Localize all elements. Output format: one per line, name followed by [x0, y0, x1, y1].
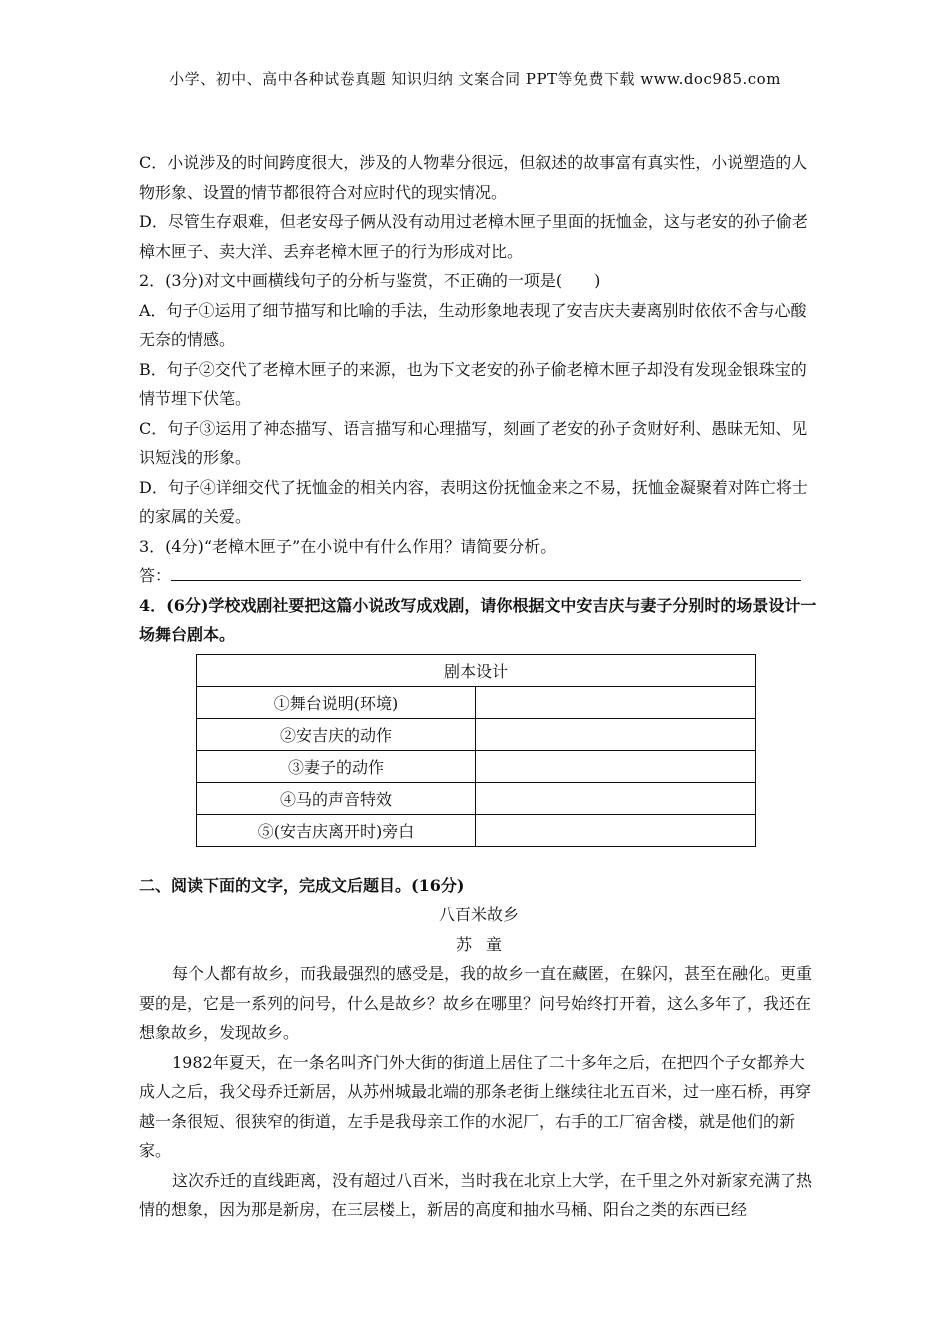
answer-cell[interactable]: [476, 814, 756, 846]
q3-stem: 3．(4分)“老樟木匣子”在小说中有什么作用？请简要分析。: [139, 536, 557, 556]
answer-cell[interactable]: [476, 686, 756, 718]
q2-stem: 2．(3分)对文中画横线句子的分析与鉴赏，不正确的一项是( ): [139, 271, 601, 290]
row-label: ④马的声音特效: [197, 782, 476, 814]
row-label: ②安吉庆的动作: [197, 718, 476, 750]
table-row: [197, 750, 756, 782]
answer-cell[interactable]: [476, 750, 756, 782]
q4-stem: 4．(6分)学校戏剧社要把这篇小说改写成戏剧，请你根据文中安吉庆与妻子分别时的场景设计一场舞台剧本。: [139, 595, 817, 644]
answer-cell[interactable]: [476, 718, 756, 750]
article-paragraph: 这次乔迁的直线距离，没有超过八百米，当时我在北京上大学，在千里之外对新家充满了热情的想象，因为那是新房，在三层楼上，新居的高度和抽水马桶、阳台之类的东西已经: [139, 1170, 813, 1219]
row-label: ①舞台说明(环境): [197, 686, 476, 718]
document-body: [139, 148, 819, 1225]
table-row: [197, 782, 756, 814]
q3-answer-row: [139, 561, 819, 591]
page-header: 小学、初中、高中各种试卷真题 知识归纳 文案合同 PPT等免费下载 www.doc985.com: [169, 70, 781, 88]
article-paragraph: 1982年夏天，在一条名叫齐门外大街的街道上居住了二十多年之后，在把四个子女都养大成人之后，我父母乔迁新居，从苏州城最北端的那条老街上继续往北五百米，过一座石桥，再穿越一条很短、很狭窄的街道，左手是我母亲工作的水泥厂，右手的工厂宿舍楼，就是他们的新家。: [139, 1052, 812, 1160]
q2-option-a: A．句子①运用了细节描写和比喻的手法，生动形象地表现了安吉庆夫妻离别时依依不舍与心酸无奈的情感。: [139, 300, 807, 349]
q1-option-c: C．小说涉及的时间跨度很大，涉及的人物辈分很远，但叙述的故事富有真实性，小说塑造的人物形象、设置的情节都很符合对应时代的现实情况。: [139, 153, 808, 202]
q2-option-c: C．句子③运用了神态描写、语言描写和心理描写，刻画了老安的孙子贪财好利、愚昧无知、见识短浅的形象。: [139, 418, 808, 467]
table-title: 剧本设计: [197, 654, 756, 686]
q2-option-b: B．句子②交代了老樟木匣子的来源，也为下文老安的孙子偷老樟木匣子却没有发现金银珠宝的情节埋下伏笔。: [139, 359, 807, 408]
q2-option-d: D．句子④详细交代了抚恤金的相关内容，表明这份抚恤金来之不易，抚恤金凝聚着对阵亡将士的家属的关爱。: [139, 477, 808, 526]
table-row: [197, 686, 756, 718]
row-label: ③妻子的动作: [197, 750, 476, 782]
answer-cell[interactable]: [476, 782, 756, 814]
script-design-table: [196, 654, 756, 847]
article-author: 苏童: [455, 934, 516, 954]
section-heading: 二、阅读下面的文字，完成文后题目。(16分): [139, 875, 465, 895]
article-paragraph: 每个人都有故乡，而我最强烈的感受是，我的故乡一直在藏匿，在躲闪，甚至在融化。更重要的是，它是一系列的问号，什么是故乡？故乡在哪里？问号始终打开着，这么多年了，我还在想象故乡，发现故乡。: [139, 964, 813, 1042]
table-row: [197, 814, 756, 846]
answer-label: 答：: [139, 566, 172, 585]
article-title: 八百米故乡: [438, 905, 519, 924]
q1-option-d: D．尽管生存艰难，但老安母子俩从没有动用过老樟木匣子里面的抚恤金，这与老安的孙子偷老樟木匣子、卖大洋、丢弃老樟木匣子的行为形成对比。: [139, 212, 808, 261]
row-label: ⑤(安吉庆离开时)旁白: [197, 814, 476, 846]
table-row: [197, 718, 756, 750]
answer-line[interactable]: [171, 562, 801, 581]
